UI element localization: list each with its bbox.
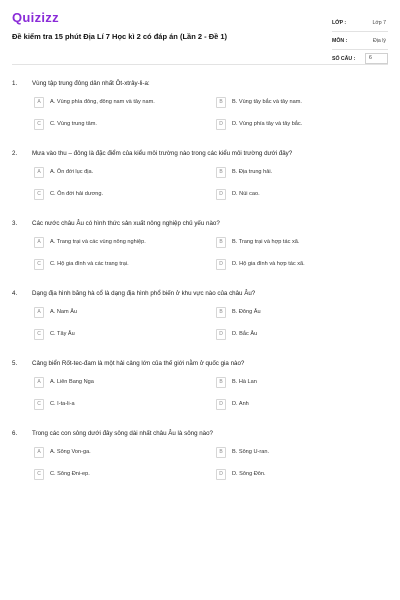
question-text-row xyxy=(12,218,388,228)
option-text: A. Sông Von-ga. xyxy=(50,449,91,455)
answer-option-b[interactable] xyxy=(216,96,366,108)
question-text-row xyxy=(12,358,388,368)
option-letter-box: B xyxy=(216,377,226,388)
answer-option-b[interactable] xyxy=(216,236,366,248)
answer-option-c[interactable] xyxy=(34,328,184,340)
answer-grid xyxy=(12,166,388,220)
option-text: A. Liên Bang Nga xyxy=(50,379,94,385)
question-number: 6. xyxy=(12,429,18,437)
question-6 xyxy=(12,428,388,500)
answer-option-c[interactable] xyxy=(34,398,184,410)
option-letter-box: A xyxy=(34,447,44,458)
question-2 xyxy=(12,148,388,220)
option-text: A. Ôn đới lục địa. xyxy=(50,169,94,175)
question-number: 2. xyxy=(12,149,18,157)
option-letter-box: A xyxy=(34,167,44,178)
answer-option-b[interactable] xyxy=(216,306,366,318)
answer-option-c[interactable] xyxy=(34,258,184,270)
option-letter-box: D xyxy=(216,469,226,480)
answer-grid xyxy=(12,446,388,500)
option-text: D. Bắc Âu xyxy=(232,331,258,337)
option-letter-box: D xyxy=(216,189,226,200)
answer-option-a[interactable] xyxy=(34,236,184,248)
question-1 xyxy=(12,78,388,150)
answer-option-c[interactable] xyxy=(34,188,184,200)
option-text: C. Hộ gia đình và các trang trại. xyxy=(50,261,129,267)
option-letter-box: A xyxy=(34,307,44,318)
brand-logo: Quizizz xyxy=(12,10,59,25)
meta-class-row xyxy=(332,14,388,32)
answer-option-c[interactable] xyxy=(34,468,184,480)
question-text: Các nước châu Âu có hình thức sản xuất nông nghiệp chủ yếu nào? xyxy=(32,219,220,227)
answer-grid xyxy=(12,96,388,150)
option-letter-box: B xyxy=(216,447,226,458)
option-letter-box: D xyxy=(216,119,226,130)
question-3 xyxy=(12,218,388,290)
option-letter-box: B xyxy=(216,167,226,178)
question-text: Cảng biển Rốt-tec-đam là một hải cảng lớn của thế giới nằm ở quốc gia nào? xyxy=(32,359,245,367)
option-letter-box: C xyxy=(34,399,44,410)
answer-option-a[interactable] xyxy=(34,166,184,178)
question-text: Vùng tập trung đông dân nhất Ôt-xtrây-li-a: xyxy=(32,79,150,87)
question-text: Trong các con sông dưới đây sông dài nhất châu Âu là sông nào? xyxy=(32,429,213,437)
option-text: C. Vùng trung tâm. xyxy=(50,121,97,127)
answer-option-d[interactable] xyxy=(216,328,366,340)
option-letter-box: D xyxy=(216,399,226,410)
question-number: 4. xyxy=(12,289,18,297)
option-text: C. Ôn đới hải dương. xyxy=(50,191,104,197)
option-text: B. Sông U-ran. xyxy=(232,449,269,455)
option-text: D. Anh xyxy=(232,401,249,407)
answer-grid xyxy=(12,306,388,360)
option-text: D. Núi cao. xyxy=(232,191,260,197)
option-letter-box: B xyxy=(216,237,226,248)
option-text: B. Vùng tây bắc và tây nam. xyxy=(232,99,302,105)
option-text: B. Trang trại và hợp tác xã. xyxy=(232,239,300,245)
answer-option-d[interactable] xyxy=(216,258,366,270)
answer-option-d[interactable] xyxy=(216,188,366,200)
option-letter-box: C xyxy=(34,189,44,200)
meta-class-value: Lớp 7 xyxy=(372,19,386,26)
meta-count-label: SỐ CÂU : xyxy=(332,55,356,62)
answer-option-a[interactable] xyxy=(34,376,184,388)
answer-option-a[interactable] xyxy=(34,306,184,318)
question-number: 5. xyxy=(12,359,18,367)
option-letter-box: A xyxy=(34,237,44,248)
option-text: B. Địa trung hải. xyxy=(232,169,273,175)
question-text-row xyxy=(12,148,388,158)
meta-panel xyxy=(332,14,388,67)
answer-grid xyxy=(12,236,388,290)
option-text: B. Hà Lan xyxy=(232,379,257,385)
option-text: D. Hộ gia đình và hợp tác xã. xyxy=(232,261,305,267)
option-text: C. Sông Đni-ep. xyxy=(50,471,90,477)
answer-option-a[interactable] xyxy=(34,446,184,458)
answer-option-c[interactable] xyxy=(34,118,184,130)
answer-grid xyxy=(12,376,388,430)
option-letter-box: D xyxy=(216,259,226,270)
question-text: Dạng địa hình băng hà cổ là dạng địa hình phổ biến ở khu vực nào của châu Âu? xyxy=(32,289,256,297)
option-letter-box: C xyxy=(34,469,44,480)
option-letter-box: A xyxy=(34,97,44,108)
answer-option-a[interactable] xyxy=(34,96,184,108)
option-text: B. Đông Âu xyxy=(232,309,261,315)
meta-subject-label: MÔN : xyxy=(332,37,348,44)
question-text-row xyxy=(12,428,388,438)
answer-option-d[interactable] xyxy=(216,468,366,480)
option-letter-box: D xyxy=(216,329,226,340)
answer-option-b[interactable] xyxy=(216,166,366,178)
question-4 xyxy=(12,288,388,360)
option-letter-box: A xyxy=(34,377,44,388)
question-text: Mưa vào thu – đông là đặc điểm của kiểu môi trường nào trong các kiểu môi trường dưới đây? xyxy=(32,149,293,157)
page-title: Đề kiểm tra 15 phút Địa Lí 7 Học kì 2 có đáp án (Lần 2 - Đề 1) xyxy=(12,32,228,41)
option-letter-box: B xyxy=(216,97,226,108)
meta-count-value: 6 xyxy=(365,53,388,64)
option-text: A. Trang trại và các vùng nông nghiệp. xyxy=(50,239,146,245)
meta-subject-value: Địa lý xyxy=(373,37,386,44)
answer-option-d[interactable] xyxy=(216,118,366,130)
question-number: 1. xyxy=(12,79,18,87)
meta-subject-row xyxy=(332,32,388,50)
question-number: 3. xyxy=(12,219,18,227)
option-text: D. Vùng phía tây và tây bắc. xyxy=(232,121,303,127)
meta-class-label: LỚP : xyxy=(332,19,347,26)
header-divider xyxy=(12,64,388,65)
option-letter-box: C xyxy=(34,329,44,340)
answer-option-d[interactable] xyxy=(216,398,366,410)
option-letter-box: C xyxy=(34,259,44,270)
answer-option-b[interactable] xyxy=(216,376,366,388)
option-text: A. Vùng phía đông, đông nam và tây nam. xyxy=(50,99,155,105)
option-text: C. Tây Âu xyxy=(50,331,75,337)
option-text: A. Nam Âu xyxy=(50,309,78,315)
option-text: D. Sông Đôn. xyxy=(232,471,266,477)
option-letter-box: C xyxy=(34,119,44,130)
option-text: C. I-ta-li-a xyxy=(50,401,75,407)
option-letter-box: B xyxy=(216,307,226,318)
answer-option-b[interactable] xyxy=(216,446,366,458)
question-text-row xyxy=(12,78,388,88)
question-5 xyxy=(12,358,388,430)
question-text-row xyxy=(12,288,388,298)
